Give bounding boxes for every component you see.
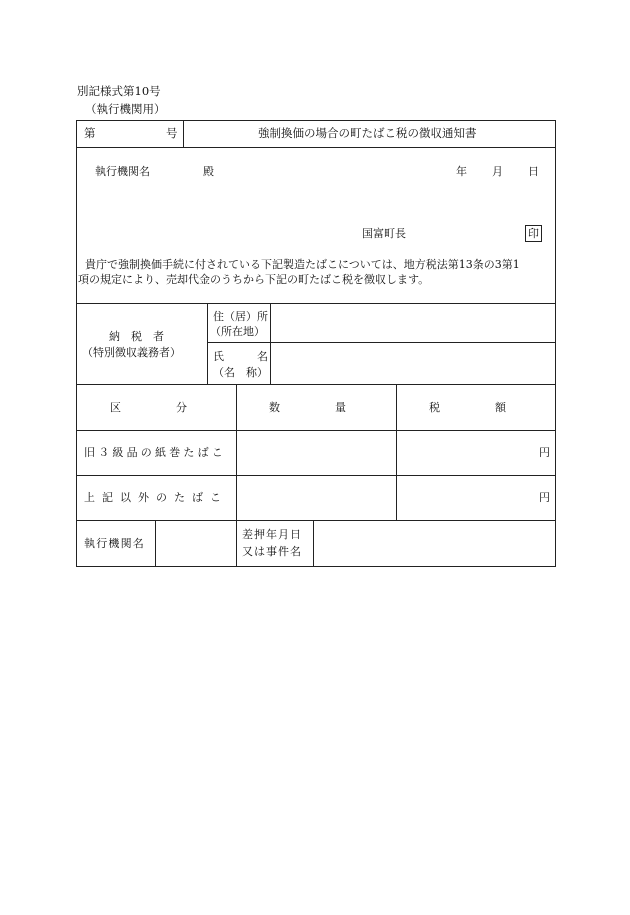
quantity-field-old-grade3[interactable] xyxy=(237,431,396,475)
agency-name-label: 執行機関名 xyxy=(84,537,145,550)
honorific-dono: 殿 xyxy=(203,165,214,178)
name-sublabel: （名 称） xyxy=(213,366,268,379)
date-year: 年 xyxy=(456,165,467,178)
seal-mark: 印 xyxy=(525,225,542,242)
document-title: 強制換価の場合の町たばこ税の徴収通知書 xyxy=(258,126,477,140)
name-label: 氏 名 xyxy=(213,350,268,363)
notice-body-line-1: 貴庁で強制換価手続に付されている下記製造たばこについては、地方税法第13条の3第1 xyxy=(85,258,520,271)
issuer-name: 国富町長 xyxy=(362,227,406,240)
case-name-label: 又は事件名 xyxy=(242,545,302,558)
date-day: 日 xyxy=(528,165,539,178)
notice-body-line-2: 項の規定により、売却代金のうちから下記の町たばこ税を徴収します。 xyxy=(78,273,430,286)
row-label-other-tobacco: 上記以外のたばこ xyxy=(84,491,228,504)
date-month: 月 xyxy=(492,165,503,178)
column-quantity: 数 量 xyxy=(269,401,346,414)
number-prefix: 第 xyxy=(84,126,96,140)
taxpayer-label: 納 税 者 xyxy=(109,330,164,343)
seizure-date-label: 差押年月日 xyxy=(242,528,302,541)
taxpayer-sublabel: （特別徴収義務者） xyxy=(82,346,181,359)
form-number: 別記様式第10号 xyxy=(77,84,161,98)
address-sublabel: （所在地） xyxy=(210,325,265,338)
address-field[interactable] xyxy=(271,304,555,342)
tax-unit-yen: 円 xyxy=(539,446,550,459)
column-category: 区 分 xyxy=(110,401,187,414)
number-suffix: 号 xyxy=(166,126,178,140)
recipient-label: 執行機関名 xyxy=(95,165,150,178)
row-label-old-grade3: 旧３級品の紙巻たばこ xyxy=(84,446,226,459)
address-label: 住（居）所 xyxy=(213,310,268,323)
agency-name-field[interactable] xyxy=(156,521,236,566)
name-field[interactable] xyxy=(271,343,555,384)
form-usage-label: （執行機関用） xyxy=(85,102,166,116)
column-tax: 税 額 xyxy=(429,401,506,414)
seizure-date-field[interactable] xyxy=(314,521,555,566)
tax-unit-yen: 円 xyxy=(539,491,550,504)
quantity-field-other-tobacco[interactable] xyxy=(237,476,396,520)
